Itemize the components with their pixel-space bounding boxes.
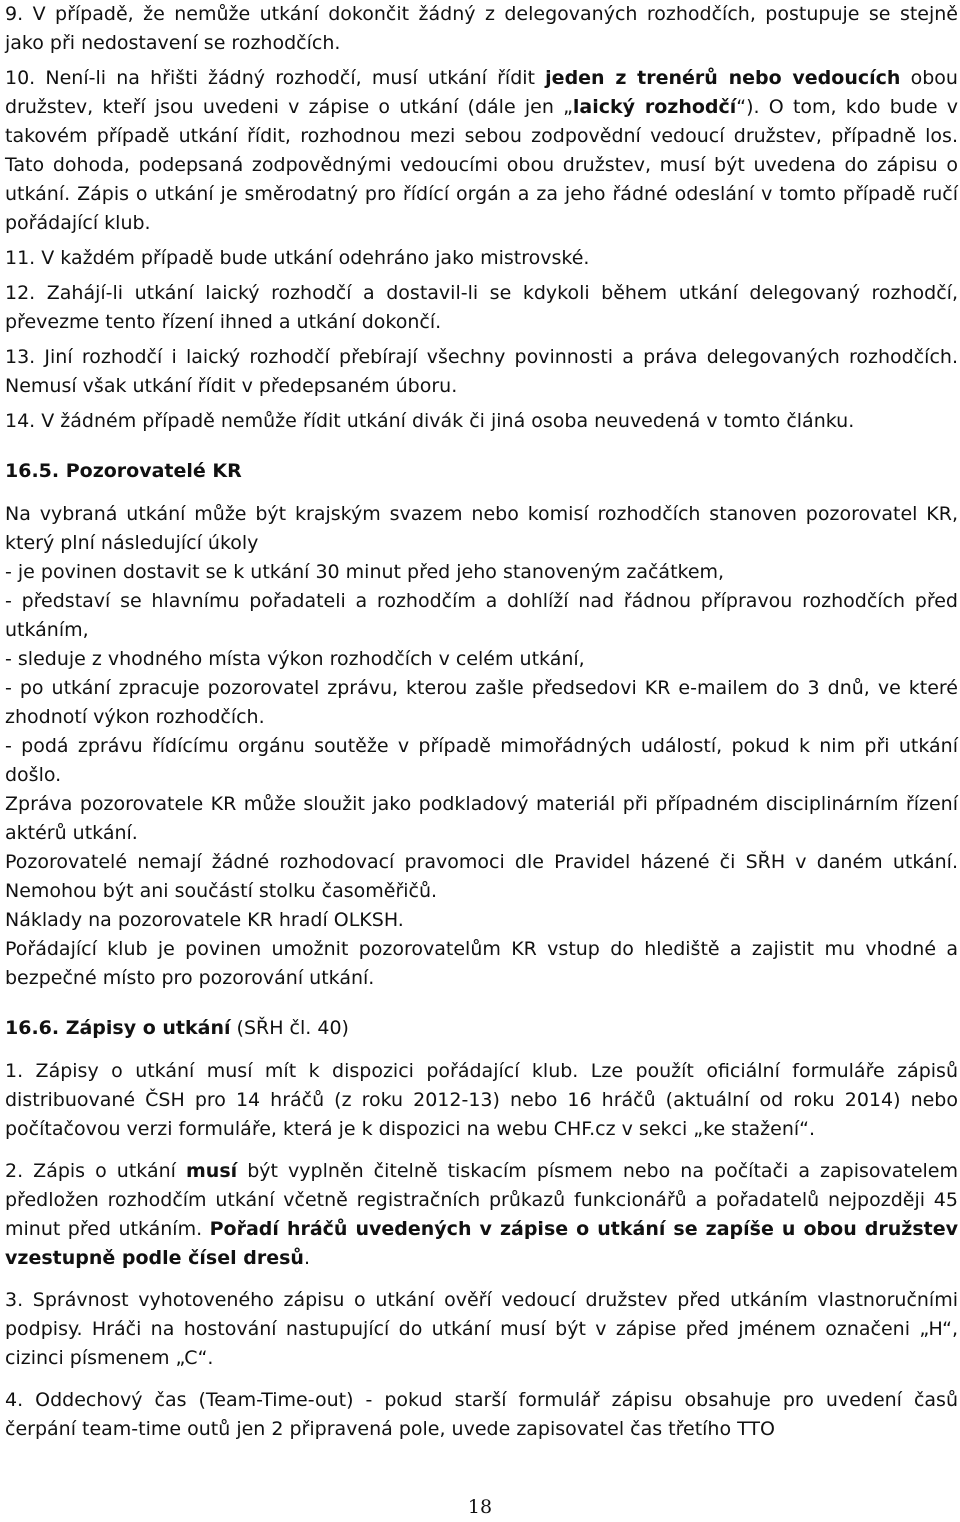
observer-club: Pořádající klub je povinen umožnit pozorovatelům KR vstup do hlediště a zajistit mu vhodné a bezpečné místo pro pozorování utkání. [5,938,958,989]
observer-duty-5: - podá zprávu řídícímu orgánu soutěže v případě mimořádných událostí, pokud k nim při utkání došlo. [5,735,958,786]
records-paragraph-3: 3. Správnost vyhotoveného zápisu o utkání ověří vedoucí družstev před utkáním vlastnoručními podpisy. Hráči na hostování nastupující do utkání musí být v zápise před jménem označeni „H“, cizinci písmenem „C“. [5,1289,958,1369]
records-paragraph-4: 4. Oddechový čas (Team-Time-out) - pokud starší formulář zápisu obsahuje pro uvedení časů čerpání team-time outů jen 2 připravená pole, uvede zapisovatel čas třetího TTO [5,1389,958,1440]
heading-16-6-bold: 16.6. Zápisy o utkání [5,1017,231,1039]
paragraph-14: 14. V žádném případě nemůže řídit utkání divák či jiná osoba neuvedená v tomto článku. [5,410,855,432]
document-page [5,0,958,1444]
heading-16-5: 16.5. Pozorovatelé KR [5,460,242,482]
records-paragraph-1: 1. Zápisy o utkání musí mít k dispozici pořádající klub. Lze použít oficiální formuláře zápisů distribuované ČSH pro 14 hráčů (z roku 2012-13) nebo 16 hráčů (aktuální od roku 2014) nebo počítačovou verzi formuláře, která je k dispozici na webu CHF.cz v sekci „ke stažení“. [5,1060,958,1140]
paragraph-10 [5,64,958,238]
p10-text-f: O tom, kdo bude v takovém případě utkání řídit, rozhodnou mezi sebou zodpovědní vedoucí družstev, případně los. Tato dohoda, podepsaná zodpovědnými vedoucími obou družstev, musí být uvedena do zápisu o utkání. Zápis o utkání je směrodatný pro řídící orgán a za jeho řádné odeslání v tomto případě ručí pořádající klub. [5,96,959,234]
observer-costs: Náklady na pozorovatele KR hradí OLKSH. [5,909,404,931]
observer-duty-2: - představí se hlavnímu pořadateli a rozhodčím a dohlíží nad řádnou přípravou rozhodčích před utkáním, [5,590,958,641]
p2-bold-must: musí [186,1160,238,1182]
p2-text-c: být vyplněn čitelně tiskacím písmem nebo na počítači a zapisovatelem předložen rozhodčím utkání včetně registračních průkazů funkcionářů a pořadatelů nejpozději 45 minut před utkáním. [5,1160,958,1240]
heading-16-6-ref: (SŘH čl. 40) [230,1017,349,1039]
p10-text-c: obou družstev, kteří jsou uvedeni v zápise o utkání (dále jen „ [5,67,958,118]
p10-text-e: “). [736,96,769,118]
p10-bold-coach: jeden z trenérů nebo vedoucích [545,67,901,89]
p2-bold-order: Pořadí hráčů uvedených v zápise o utkání se zapíše u obou družstev vzestupně podle čísel dresů [5,1218,958,1269]
observer-duty-4: - po utkání zpracuje pozorovatel zprávu, kterou zašle předsedovi KR e-mailem do 3 dnů, ve které zhodnotí výkon rozhodčích. [5,677,958,728]
observer-duty-3: - sleduje z vhodného místa výkon rozhodčích v celém utkání, [5,648,585,670]
p10-text-a: 10. Není-li na hřišti žádný rozhodčí, musí utkání řídit [5,67,546,89]
paragraph-13: 13. Jiní rozhodčí i laický rozhodčí přebírají všechny povinnosti a práva delegovaných rozhodčích. Nemusí však utkání řídit v předepsaném úboru. [5,346,958,397]
p10-bold-lay-referee: laický rozhodčí [572,96,737,118]
heading-16-6 [5,1014,958,1043]
observer-powers: Pozorovatelé nemají žádné rozhodovací pravomoci dle Pravidel házené či SŘH v daném utkání. Nemohou být ani součástí stolku časoměřičů. [5,851,958,902]
observer-duty-1: - je povinen dostavit se k utkání 30 minut před jeho stanoveným začátkem, [5,561,725,583]
paragraph-9: 9. V případě, že nemůže utkání dokončit žádný z delegovaných rozhodčích, postupuje se stejně jako při nedostavení se rozhodčích. [5,3,958,54]
observer-report: Zpráva pozorovatele KR může sloužit jako podkladový materiál při případném disciplinárním řízení aktérů utkání. [5,793,958,844]
p2-text-a: 2. Zápis o utkání [5,1160,186,1182]
page-number: 18 [467,1496,493,1518]
records-paragraph-2 [5,1157,958,1273]
paragraph-12: 12. Zahájí-li utkání laický rozhodčí a dostavil-li se kdykoli během utkání delegovaný rozhodčí, převezme tento řízení ihned a utkání dokončí. [5,282,958,333]
paragraph-11: 11. V každém případě bude utkání odehráno jako mistrovské. [5,247,590,269]
observer-intro: Na vybraná utkání může být krajským svazem nebo komisí rozhodčích stanoven pozorovatel KR, který plní následující úkoly [5,503,958,554]
p2-text-e: . [303,1247,310,1269]
